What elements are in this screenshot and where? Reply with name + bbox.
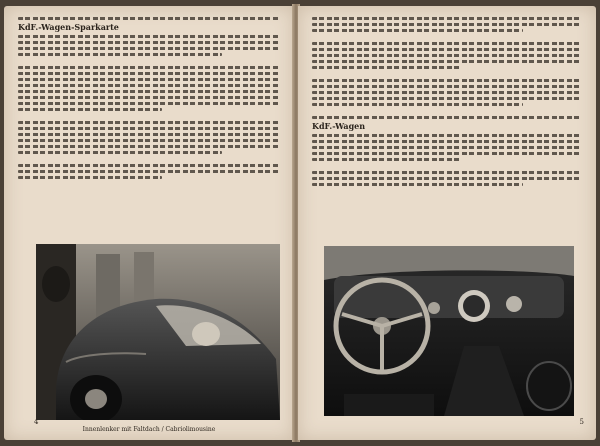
- text-line: [312, 158, 461, 161]
- text-line: [18, 176, 162, 179]
- text-line: [312, 17, 582, 20]
- text-line: [312, 183, 523, 186]
- text-line: [312, 29, 523, 32]
- text-line: [18, 151, 222, 154]
- car-photo-exterior: [36, 244, 280, 420]
- car-exterior-image: [36, 244, 280, 420]
- text-line: [312, 42, 582, 45]
- text-line: [18, 121, 280, 124]
- text-line: [312, 171, 582, 174]
- text-line: [312, 140, 582, 143]
- photo-caption: Innenlenker mit Faltdach / Cabriolimousine: [82, 426, 216, 433]
- left-text-block: [18, 14, 280, 182]
- text-line: [18, 145, 280, 148]
- text-line: [312, 54, 582, 57]
- text-line: [18, 35, 280, 38]
- right-page: [298, 6, 596, 440]
- text-line: [18, 102, 280, 105]
- text-line: [18, 17, 280, 20]
- text-line: [312, 48, 582, 51]
- text-line: [18, 78, 280, 81]
- page-number-right: 5: [579, 418, 584, 426]
- text-line: [312, 60, 582, 63]
- left-page: [4, 6, 294, 440]
- right-text-block: [312, 14, 582, 189]
- text-line: [18, 108, 162, 111]
- text-line: [312, 23, 582, 26]
- text-line: [312, 152, 582, 155]
- text-line: [18, 84, 280, 87]
- text-line: [312, 85, 582, 88]
- text-line: [18, 66, 280, 69]
- text-line: [312, 134, 582, 137]
- text-line: [18, 41, 280, 44]
- text-line: [312, 97, 582, 100]
- text-line: [18, 164, 280, 167]
- highlight-phrase: KdF.-Wagen: [312, 121, 366, 131]
- highlight-phrase: KdF.-Wagen-Sparkarte: [18, 22, 119, 32]
- page-number-left: 4: [34, 418, 39, 426]
- text-line: [18, 133, 280, 136]
- car-photo-dashboard: [324, 246, 574, 416]
- text-line: [312, 79, 582, 82]
- text-line: [18, 47, 280, 50]
- text-line: [18, 53, 222, 56]
- text-line: [312, 91, 582, 94]
- text-line: [18, 127, 280, 130]
- text-line: [312, 66, 461, 69]
- dashboard-image: [324, 246, 574, 416]
- text-line: [312, 177, 582, 180]
- text-line: [18, 72, 280, 75]
- text-line: [312, 103, 523, 106]
- text-line: [18, 170, 280, 173]
- text-line: [312, 116, 582, 119]
- text-line: [18, 96, 280, 99]
- text-line: [18, 139, 280, 142]
- text-line: [312, 146, 582, 149]
- text-line: [18, 90, 280, 93]
